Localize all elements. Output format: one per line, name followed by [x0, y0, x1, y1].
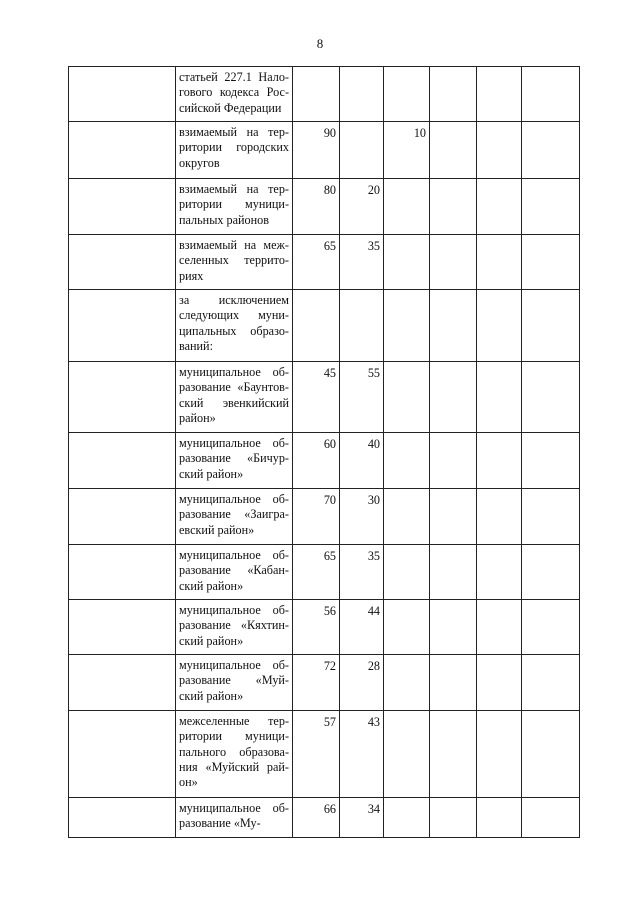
description-line: за исключением: [179, 293, 289, 307]
code-cell: [69, 545, 176, 600]
value-cell-3: [384, 362, 430, 433]
description-line: селенных террито-: [179, 253, 289, 268]
value-cell-5: [477, 67, 522, 122]
value-cell-5: [477, 489, 522, 545]
description-line: ния «Муйский рай-: [179, 759, 289, 774]
code-cell: [69, 235, 176, 290]
value-cell-4: [430, 545, 477, 600]
value-cell-2: 35: [340, 235, 384, 290]
description-line: ритории муници-: [179, 197, 289, 212]
value-cell-1: 57: [293, 711, 340, 798]
description-cell: [176, 179, 293, 235]
description-line: муниципальное об-: [179, 801, 289, 815]
value-cell-6: [522, 235, 580, 290]
description-line: разование «Кяхтин-: [179, 618, 289, 633]
value-cell-4: [430, 600, 477, 655]
value-cell-5: [477, 235, 522, 290]
value-cell-5: [477, 433, 522, 489]
description-line: муниципальное об-: [179, 436, 289, 450]
value-cell-3: [384, 711, 430, 798]
description-line: следующих муни-: [179, 308, 289, 323]
value-cell-1: [293, 290, 340, 362]
table-row: [69, 122, 580, 179]
description-cell: [176, 600, 293, 655]
value-cell-6: [522, 600, 580, 655]
description-cell: [176, 798, 293, 838]
table-row: [69, 545, 580, 600]
description-line: разование «Бичур-: [179, 451, 289, 466]
value-cell-5: [477, 711, 522, 798]
table-row: [69, 489, 580, 545]
description-line: пального образова-: [179, 744, 289, 759]
value-cell-4: [430, 179, 477, 235]
value-cell-1: 80: [293, 179, 340, 235]
value-cell-4: [430, 235, 477, 290]
description-cell: [176, 122, 293, 179]
code-cell: [69, 362, 176, 433]
value-cell-3: [384, 235, 430, 290]
description-line: взимаемый на тер-: [179, 125, 289, 139]
value-cell-5: [477, 290, 522, 362]
code-cell: [69, 67, 176, 122]
description-line: риях: [179, 268, 204, 283]
table-row: [69, 655, 580, 711]
description-cell: [176, 655, 293, 711]
description-line: округов: [179, 155, 220, 170]
value-cell-3: [384, 798, 430, 838]
value-cell-5: [477, 122, 522, 179]
value-cell-4: [430, 290, 477, 362]
table-row: [69, 290, 580, 362]
description-cell: [176, 290, 293, 362]
description-line: разование «Муй-: [179, 673, 289, 688]
description-line: разование «Му-: [179, 816, 261, 831]
value-cell-1: 72: [293, 655, 340, 711]
value-cell-6: [522, 67, 580, 122]
value-cell-4: [430, 489, 477, 545]
description-cell: [176, 433, 293, 489]
value-cell-1: 66: [293, 798, 340, 838]
value-cell-6: [522, 489, 580, 545]
value-cell-2: [340, 67, 384, 122]
value-cell-3: [384, 489, 430, 545]
description-line: ский район»: [179, 578, 244, 593]
description-line: ский эвенкийский: [179, 395, 289, 410]
description-cell: [176, 67, 293, 122]
description-line: ципальных образо-: [179, 323, 289, 338]
value-cell-2: 43: [340, 711, 384, 798]
value-cell-2: 55: [340, 362, 384, 433]
description-line: гового кодекса Рос-: [179, 85, 289, 100]
code-cell: [69, 711, 176, 798]
value-cell-5: [477, 545, 522, 600]
value-cell-4: [430, 362, 477, 433]
value-cell-3: 10: [384, 122, 430, 179]
description-line: муниципальное об-: [179, 603, 289, 617]
table-row: [69, 362, 580, 433]
code-cell: [69, 290, 176, 362]
description-line: разование «Кабан-: [179, 563, 289, 578]
value-cell-1: 65: [293, 545, 340, 600]
value-cell-1: 60: [293, 433, 340, 489]
page-number: 8: [316, 36, 324, 51]
value-cell-6: [522, 798, 580, 838]
value-cell-3: [384, 600, 430, 655]
code-cell: [69, 179, 176, 235]
value-cell-1: 56: [293, 600, 340, 655]
value-cell-6: [522, 122, 580, 179]
description-line: разование «Баунтов-: [179, 380, 289, 395]
value-cell-4: [430, 798, 477, 838]
value-cell-4: [430, 433, 477, 489]
description-cell: [176, 235, 293, 290]
value-cell-2: 28: [340, 655, 384, 711]
description-line: он»: [179, 775, 198, 790]
description-line: муниципальное об-: [179, 658, 289, 672]
value-cell-6: [522, 290, 580, 362]
value-cell-6: [522, 711, 580, 798]
code-cell: [69, 655, 176, 711]
description-cell: [176, 545, 293, 600]
description-line: муниципальное об-: [179, 365, 289, 379]
code-cell: [69, 798, 176, 838]
description-line: муниципальное об-: [179, 548, 289, 562]
description-line: ритории городских: [179, 140, 289, 155]
value-cell-6: [522, 362, 580, 433]
value-cell-5: [477, 600, 522, 655]
value-cell-2: 20: [340, 179, 384, 235]
table-row: [69, 711, 580, 798]
description-line: межселенные тер-: [179, 714, 289, 728]
value-cell-4: [430, 655, 477, 711]
description-line: пальных районов: [179, 212, 270, 227]
value-cell-6: [522, 179, 580, 235]
description-line: район»: [179, 410, 216, 425]
value-cell-3: [384, 433, 430, 489]
description-line: ваний:: [179, 338, 213, 353]
code-cell: [69, 122, 176, 179]
description-line: ский район»: [179, 688, 244, 703]
value-cell-3: [384, 290, 430, 362]
table-row: [69, 798, 580, 838]
value-cell-2: [340, 122, 384, 179]
value-cell-2: 35: [340, 545, 384, 600]
description-line: взимаемый на меж-: [179, 238, 289, 252]
value-cell-4: [430, 711, 477, 798]
value-cell-4: [430, 67, 477, 122]
value-cell-1: [293, 67, 340, 122]
value-cell-3: [384, 67, 430, 122]
value-cell-1: 45: [293, 362, 340, 433]
table-row: [69, 600, 580, 655]
code-cell: [69, 600, 176, 655]
table-row: [69, 433, 580, 489]
value-cell-2: [340, 290, 384, 362]
description-line: взимаемый на тер-: [179, 182, 289, 196]
description-line: статьей 227.1 Нало-: [179, 70, 289, 84]
value-cell-5: [477, 798, 522, 838]
value-cell-3: [384, 179, 430, 235]
value-cell-5: [477, 179, 522, 235]
tax-distribution-table: [68, 66, 580, 838]
code-cell: [69, 433, 176, 489]
value-cell-3: [384, 655, 430, 711]
value-cell-2: 40: [340, 433, 384, 489]
value-cell-1: 90: [293, 122, 340, 179]
value-cell-6: [522, 545, 580, 600]
value-cell-6: [522, 655, 580, 711]
description-cell: [176, 489, 293, 545]
description-line: сийской Федерации: [179, 100, 282, 115]
description-line: евский район»: [179, 522, 255, 537]
value-cell-6: [522, 433, 580, 489]
value-cell-1: 70: [293, 489, 340, 545]
description-line: ритории муници-: [179, 729, 289, 744]
table-row: [69, 235, 580, 290]
value-cell-2: 34: [340, 798, 384, 838]
description-line: ский район»: [179, 633, 244, 648]
value-cell-3: [384, 545, 430, 600]
value-cell-5: [477, 362, 522, 433]
value-cell-2: 44: [340, 600, 384, 655]
description-line: муниципальное об-: [179, 492, 289, 506]
table-row: [69, 179, 580, 235]
value-cell-1: 65: [293, 235, 340, 290]
description-cell: [176, 362, 293, 433]
description-cell: [176, 711, 293, 798]
value-cell-2: 30: [340, 489, 384, 545]
code-cell: [69, 489, 176, 545]
value-cell-4: [430, 122, 477, 179]
table-row: [69, 67, 580, 122]
description-line: ский район»: [179, 466, 244, 481]
value-cell-5: [477, 655, 522, 711]
description-line: разование «Заигра-: [179, 507, 289, 522]
